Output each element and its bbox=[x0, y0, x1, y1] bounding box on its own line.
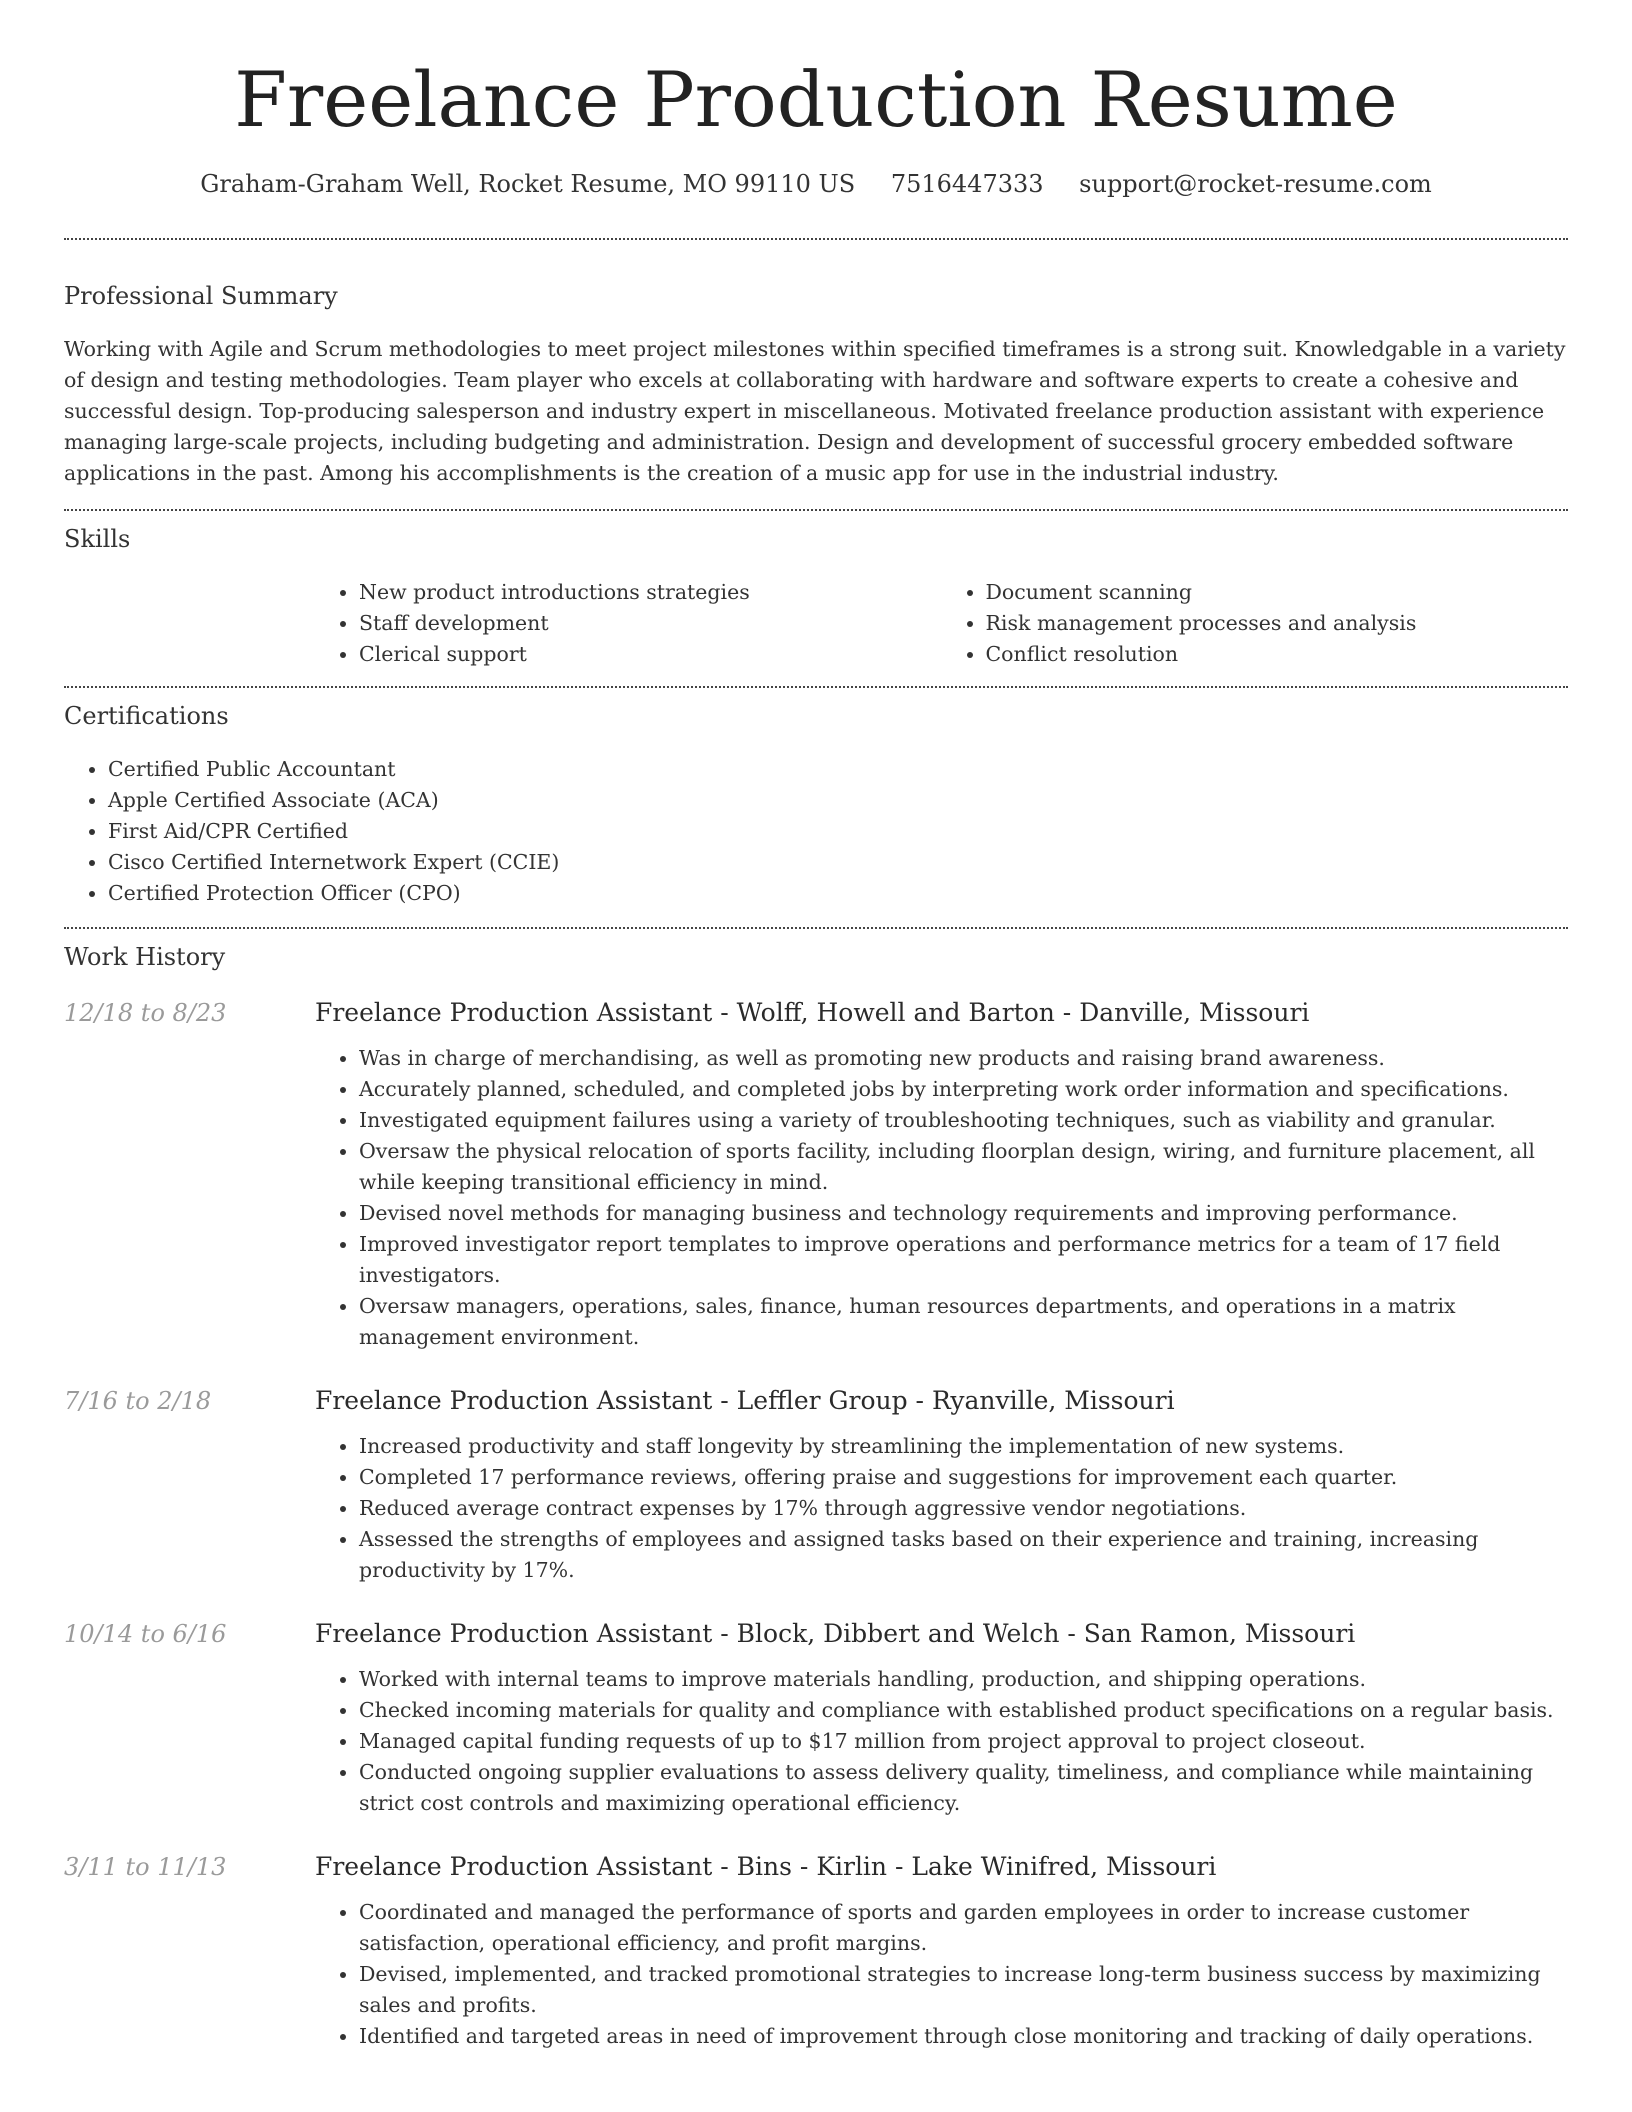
job-bullets bbox=[315, 1431, 1568, 1586]
job-entry bbox=[64, 997, 1568, 1353]
list-item: • Assessed the strengths of employees and assigned tasks based on their experience and training, increasing productivity by 17%. bbox=[359, 1524, 1568, 1586]
list-item: • Document scanning bbox=[986, 577, 1569, 608]
list-item: • Apple Certified Associate (ACA) bbox=[108, 785, 1568, 816]
job-entry bbox=[64, 1618, 1568, 1819]
contact-phone: 7516447333 bbox=[890, 170, 1044, 198]
skills-grid bbox=[315, 577, 1568, 670]
list-item: • Worked with internal teams to improve materials handling, production, and shipping operations. bbox=[359, 1664, 1568, 1695]
contact-address: Graham-Graham Well, Rocket Resume, MO 99110 US bbox=[200, 170, 856, 198]
list-item: • Oversaw the physical relocation of sports facility, including floorplan design, wiring, and furniture placement, all while keeping transitional efficiency in mind. bbox=[359, 1136, 1568, 1198]
job-dates: 12/18 to 8/23 bbox=[64, 999, 227, 1027]
certifications-heading: Certifications bbox=[64, 702, 229, 730]
page-title: Freelance Production Resume bbox=[234, 55, 1398, 144]
job-title: Freelance Production Assistant - Leffler Group - Ryanville, Missouri bbox=[315, 1386, 1175, 1415]
list-item: • Risk management processes and analysis bbox=[986, 608, 1569, 639]
list-item: • Was in charge of merchandising, as well as promoting new products and raising brand awareness. bbox=[359, 1043, 1568, 1074]
list-item: • Accurately planned, scheduled, and completed jobs by interpreting work order information and specifications. bbox=[359, 1074, 1568, 1105]
list-item: • Completed 17 performance reviews, offering praise and suggestions for improvement each quarter. bbox=[359, 1462, 1568, 1493]
list-item: • First Aid/CPR Certified bbox=[108, 816, 1568, 847]
list-item: • Managed capital funding requests of up to $17 million from project approval to project closeout. bbox=[359, 1726, 1568, 1757]
list-item: • Cisco Certified Internetwork Expert (CCIE) bbox=[108, 847, 1568, 878]
list-item: • Certified Public Accountant bbox=[108, 754, 1568, 785]
skills-heading: Skills bbox=[64, 525, 131, 553]
certifications-section bbox=[64, 688, 1568, 909]
job-dates: 7/16 to 2/18 bbox=[64, 1387, 212, 1415]
skills-list-left bbox=[315, 577, 942, 670]
list-item: • Reduced average contract expenses by 17% through aggressive vendor negotiations. bbox=[359, 1493, 1568, 1524]
contact-email: support@rocket-resume.com bbox=[1079, 170, 1432, 198]
job-bullets bbox=[315, 1897, 1568, 2052]
job-title: Freelance Production Assistant - Bins - Kirlin - Lake Winifred, Missouri bbox=[315, 1852, 1217, 1881]
skills-list-right bbox=[942, 577, 1569, 670]
list-item: • Conflict resolution bbox=[986, 639, 1569, 670]
summary-section bbox=[64, 240, 1568, 489]
list-item: • Increased productivity and staff longevity by streamlining the implementation of new systems. bbox=[359, 1431, 1568, 1462]
resume-page bbox=[64, 0, 1568, 2052]
job-bullets bbox=[315, 1664, 1568, 1819]
list-item: • Identified and targeted areas in need of improvement through close monitoring and tracking of daily operations. bbox=[359, 2021, 1568, 2052]
list-item: • Certified Protection Officer (CPO) bbox=[108, 878, 1568, 909]
list-item: • Devised, implemented, and tracked promotional strategies to increase long-term business success by maximizing sales and profits. bbox=[359, 1959, 1568, 2021]
list-item: • Devised novel methods for managing business and technology requirements and improving performance. bbox=[359, 1198, 1568, 1229]
job-entry bbox=[64, 1851, 1568, 2052]
list-item: • New product introductions strategies bbox=[359, 577, 942, 608]
job-dates: 10/14 to 6/16 bbox=[64, 1620, 227, 1648]
list-item: • Improved investigator report templates to improve operations and performance metrics for a team of 17 field investigators. bbox=[359, 1229, 1568, 1291]
summary-heading: Professional Summary bbox=[64, 282, 338, 310]
job-entry bbox=[64, 1385, 1568, 1586]
work-heading: Work History bbox=[64, 943, 226, 971]
list-item: • Investigated equipment failures using a variety of troubleshooting techniques, such as viability and granular. bbox=[359, 1105, 1568, 1136]
list-item: • Oversaw managers, operations, sales, finance, human resources departments, and operations in a matrix management environment. bbox=[359, 1291, 1568, 1353]
skills-section bbox=[64, 511, 1568, 670]
list-item: • Conducted ongoing supplier evaluations to assess delivery quality, timeliness, and compliance while maintaining strict cost controls and maximizing operational efficiency. bbox=[359, 1757, 1568, 1819]
list-item: • Staff development bbox=[359, 608, 942, 639]
job-title: Freelance Production Assistant - Wolff, Howell and Barton - Danville, Missouri bbox=[315, 998, 1310, 1027]
summary-text: Working with Agile and Scrum methodologies to meet project milestones within specified timeframes is a strong suit. Knowledgable in a variety of design and testing methodologies. Team player who excels at collaborating with hardware and software experts to create a cohesive and successful design. Top-producing salesperson and industry expert in miscellaneous. Motivated freelance production assistant with experience managing large-scale projects, including budgeting and administration. Design and development of successful grocery embedded software applications in the past. Among his accomplishments is the creation of a music app for use in the industrial industry. bbox=[64, 337, 1566, 485]
job-bullets bbox=[315, 1043, 1568, 1353]
list-item: • Coordinated and managed the performance of sports and garden employees in order to increase customer satisfaction, operational efficiency, and profit margins. bbox=[359, 1897, 1568, 1959]
list-item: • Checked incoming materials for quality and compliance with established product specifications on a regular basis. bbox=[359, 1695, 1568, 1726]
certifications-list bbox=[64, 754, 1568, 909]
job-dates: 3/11 to 11/13 bbox=[64, 1853, 227, 1881]
work-section bbox=[64, 929, 1568, 2052]
list-item: • Clerical support bbox=[359, 639, 942, 670]
job-title: Freelance Production Assistant - Block, Dibbert and Welch - San Ramon, Missouri bbox=[315, 1619, 1356, 1648]
contact-line bbox=[64, 168, 1568, 200]
